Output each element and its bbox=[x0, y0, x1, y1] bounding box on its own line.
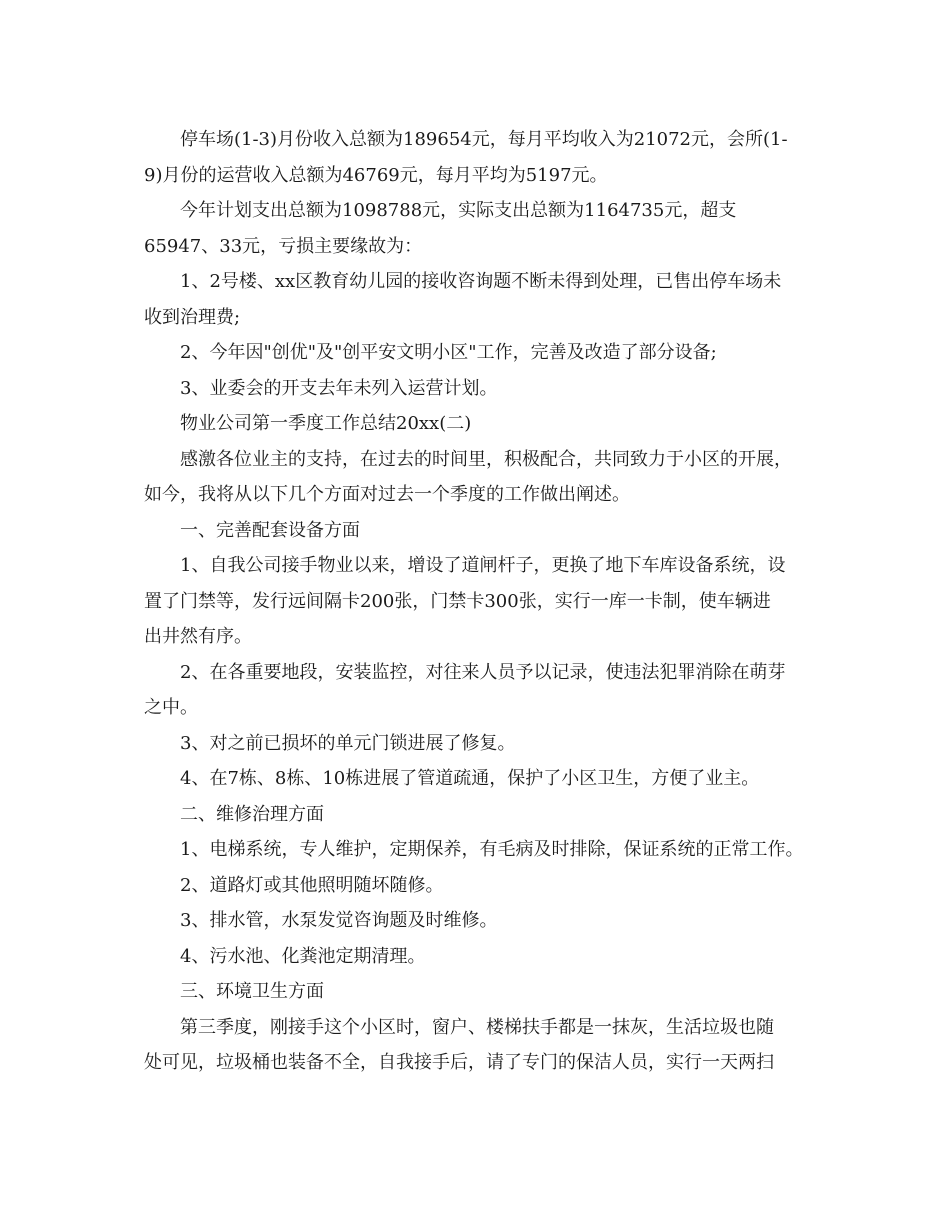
paragraph-maintenance-1: 1、电梯系统，专人维护，定期保养，有毛病及时排除，保证系统的正常工作。 bbox=[144, 839, 804, 860]
paragraph-maintenance-4: 4、污水池、化粪池定期清理。 bbox=[144, 945, 426, 967]
paragraph-loss-reason-2: 2、今年因"创优"及"创平安文明小区"工作，完善及改造了部分设备; bbox=[144, 342, 717, 363]
paragraph-loss-reason-1: 1、2号楼、xx区教育幼儿园的接收咨询题不断未得到处理，已售出停车场未 收到治理费; bbox=[144, 271, 782, 328]
paragraph-intro: 感激各位业主的支持，在过去的时间里，积极配合，共同致力于小区的开展， 如今，我将从以下几个方面对过去一个季度的工作做出阐述。 bbox=[144, 448, 792, 505]
paragraph-maintenance-3: 3、排水管，水泵发觉咨询题及时维修。 bbox=[144, 910, 498, 931]
heading-maintenance: 二、维修治理方面 bbox=[144, 803, 324, 825]
paragraph-parking-income: 停车场(1-3)月份收入总额为189654元，每月平均收入为21072元，会所(1- 9)月份的运营收入总额为46769元，每月平均为5197元。 bbox=[144, 129, 788, 186]
paragraph-sanitation-1: 第三季度，刚接手这个小区时，窗户、楼梯扶手都是一抹灰，生活垃圾也随 处可见，垃圾桶也装备不全，自我接手后，请了专门的保洁人员，实行一天两扫 bbox=[144, 1016, 774, 1073]
paragraph-facilities-1: 1、自我公司接手物业以来，增设了道闸杆子，更换了地下车库设备系统，设 置了门禁等，发行远间隔卡200张，门禁卡300张，实行一库一卡制，使车辆进 出井然有序。 bbox=[144, 555, 786, 647]
paragraph-facilities-2: 2、在各重要地段，安装监控，对往来人员予以记录，使违法犯罪消除在萌芽 之中。 bbox=[144, 661, 786, 718]
paragraph-annual-expense: 今年计划支出总额为1098788元，实际支出总额为1164735元，超支 65947、33元，亏损主要缘故为： bbox=[144, 200, 737, 257]
heading-facilities: 一、完善配套设备方面 bbox=[144, 519, 360, 541]
paragraph-facilities-3: 3、对之前已损坏的单元门锁进展了修复。 bbox=[144, 732, 516, 754]
section-title: 物业公司第一季度工作总结20xx(二) bbox=[144, 413, 472, 434]
paragraph-loss-reason-3: 3、业委会的开支去年未列入运营计划。 bbox=[144, 377, 498, 399]
paragraph-facilities-4: 4、在7栋、8栋、10栋进展了管道疏通，保护了小区卫生，方便了业主。 bbox=[144, 768, 760, 789]
paragraph-maintenance-2: 2、道路灯或其他照明随坏随修。 bbox=[144, 874, 444, 896]
heading-sanitation: 三、环境卫生方面 bbox=[144, 981, 324, 1002]
